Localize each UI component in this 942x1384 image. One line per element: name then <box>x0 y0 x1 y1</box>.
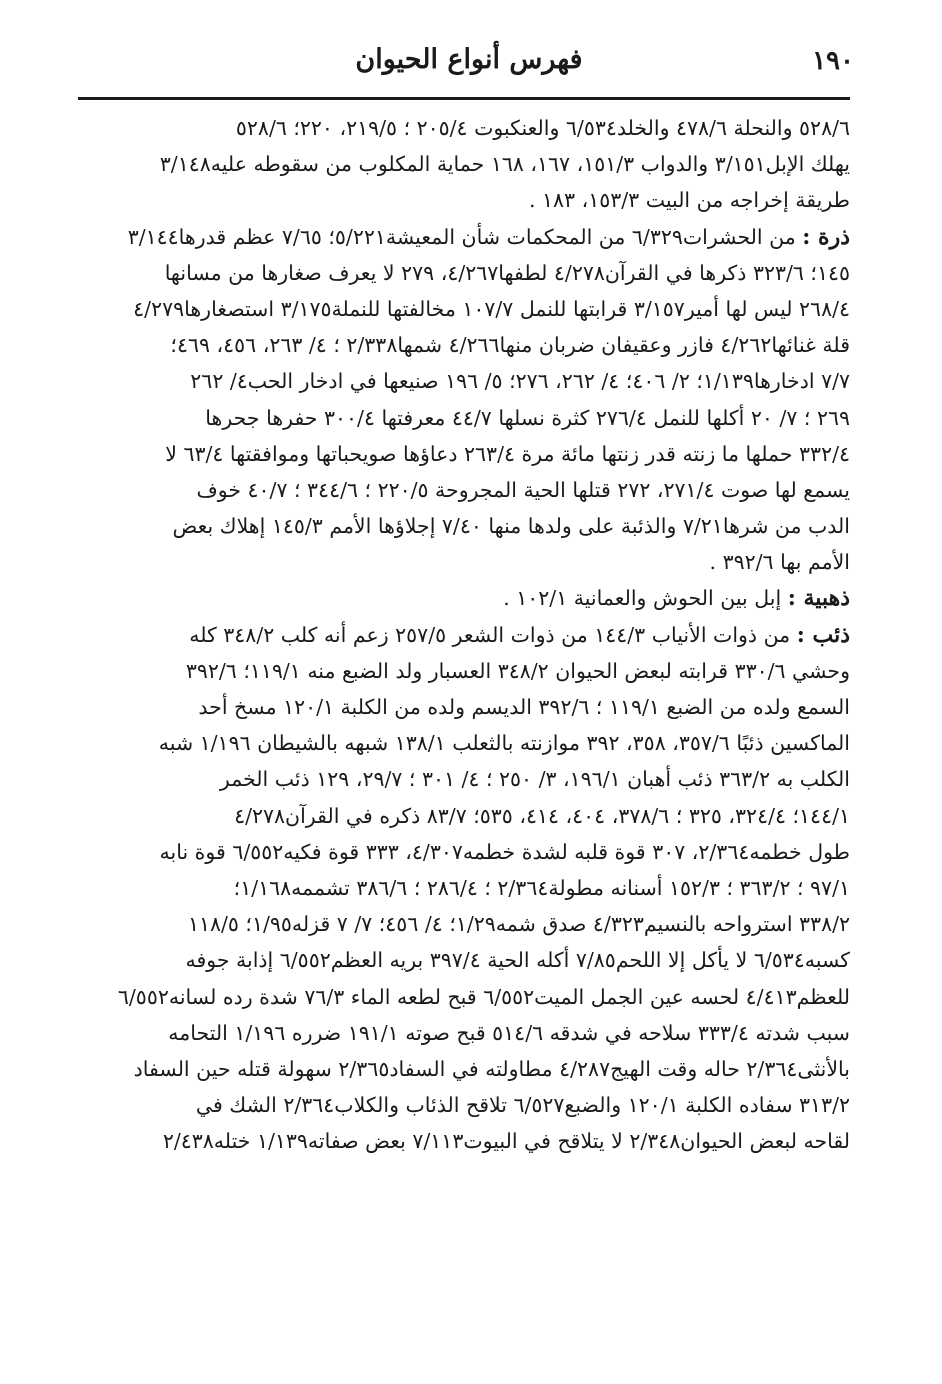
index-line <box>78 110 850 146</box>
index-line <box>78 1015 850 1051</box>
header-rule <box>78 97 850 100</box>
index-line <box>78 363 850 399</box>
index-body <box>78 110 850 1159</box>
index-line <box>78 436 850 472</box>
entry-text: السمع ولده من الضبع ١١٩/١ ؛ ٣٩٢/٦ الديسم ولده من الكلبة ١٢٠/١ مسخ أحد <box>198 695 850 719</box>
entry-heading: ذرة : <box>802 223 850 250</box>
index-line <box>78 834 850 870</box>
index-line <box>78 219 850 255</box>
entry-text: ٢٦٩ ؛ ٧/ ٢٠ أكلها للنمل ٢٧٦/٤ كثرة نسلها ٤٤/٧ معرفتها ٣٠٠/٤ حفرها جحرها <box>205 405 850 430</box>
entry-text: من ذوات الأنياب ١٤٤/٣ من ذوات الشعر ٢٥٧/٥ زعم أنه كلب ٣٤٨/٢ كله <box>189 622 791 647</box>
entry-text: من الحشرات٦/٣٢٩ من المحكمات شأن المعيشة٥/٢٢١؛ ٧/٦٥ عظم قدرها٣/١٤٤ <box>127 224 796 249</box>
index-line <box>78 255 850 291</box>
entry-text: كسبه٦/٥٣٤ لا يأكل إلا اللحم٧/٨٥ أكله الحية ٣٩٧/٤ بريه العظم٦/٥٥٢ إذابة جوفه <box>185 948 850 973</box>
entry-text: للعظم٤/٤١٣ لحسه عين الجمل الميت٦/٥٥٢ قبح لطعه الماء ٧٦/٣ شدة رده لسانه٦/٥٥٢ <box>117 984 850 1009</box>
index-line <box>78 761 850 797</box>
index-line <box>78 906 850 942</box>
index-line <box>78 544 850 580</box>
entry-text: ٧/٧ ادخارها١/١٣٩؛ ٢/ ٤٠٦؛ ٤/ ٢٦٢، ٢٧٦؛ ٥/ ١٩٦ صنيعها في ادخار الحب٤/ ٢٦٢ <box>190 369 850 394</box>
entry-text: الكلب به ٣٦٣/٢ ذئب أهبان ١٩٦/١، ٣/ ٢٥٠ ؛ ٤/ ٣٠١ ؛ ٢٩/٧، ١٢٩ ذئب الخمر <box>219 767 850 792</box>
entry-text: الأمم بها ٣٩٢/٦ . <box>709 550 850 575</box>
entry-text: بالأنثى٢/٣٦٤ حاله وقت الهيج٤/٢٨٧ مطاولته في السفاد٢/٣٦٥ سهولة قتله حين السفاد <box>133 1056 850 1081</box>
entry-text: ١٤٥؛ ٣٢٣/٦ ذكرها في القرآن٤/٢٧٨ لطفها٤/٢٦٧، ٢٧٩ لا يعرف صغارها من مسانها <box>164 260 850 285</box>
index-line <box>78 1123 850 1159</box>
entry-text: وحشي ٣٣٠/٦ قرابته لبعض الحيوان ٣٤٨/٢ العسبار ولد الضبع منه ١١٩/١؛ ٣٩٢/٦ <box>185 658 850 683</box>
entry-text: يسمع لها صوت ٢٧١/٤، ٢٧٢ قتلها الحية المجروحة ٢٢٠/٥ ؛ ٣٤٤/٦ ؛ ٤٠/٧ خوف <box>196 477 850 502</box>
index-line <box>78 400 850 436</box>
entry-text: إبل بين الحوش والعمانية ١٠٢/١ . <box>503 586 782 611</box>
entry-text: ١٤٤/١؛ ٣٢٤/٤، ٣٢٥ ؛ ٣٧٨/٦، ٤٠٤، ٤١٤، ٥٣٥؛ ٨٣/٧ ذكره في القرآن٤/٢٧٨ <box>234 803 850 828</box>
entry-text: ٣٣٢/٤ حملها ما زنته قدر زنتها مائة مرة ٢٦٣/٤ دعاؤها صويحباتها وموافقتها ٦٣/٤ لا <box>165 441 850 466</box>
entry-text: الماكسين ذئبًا ٣٥٧/٦، ٣٥٨، ٣٩٢ موازنته بالثعلب ١٣٨/١ شبهه بالشيطان ١/١٩٦ شبه <box>158 731 850 756</box>
entry-text: ٥٢٨/٦ والنحلة ٤٧٨/٦ والخلد٦/٥٣٤ والعنكبوت ٢٠٥/٤ ؛ ٢١٩/٥، ٢٢٠؛ ٥٢٨/٦ <box>235 116 850 140</box>
entry-text: طول خطمه٢/٣٦٤، ٣٠٧ قوة قلبه لشدة خطمه٤/٣٠٧، ٣٣٣ قوة فكيه٦/٥٥٢ قوة نابه <box>159 839 850 864</box>
entry-text: ٢٦٨/٤ ليس لها أمير٣/١٥٧ قرابتها للنمل ١٠٧/٧ مخالفتها للنملة٣/١٧٥ استصغارها٤/٢٧٩ <box>133 296 850 321</box>
index-line <box>78 942 850 978</box>
index-line <box>78 689 850 725</box>
entry-text: لقاحه لبعض الحيوان٢/٣٤٨ لا يتلاقح في البيوت٧/١١٣ بعض صفاته١/١٣٩ ختله٢/٤٣٨ <box>162 1129 850 1154</box>
entry-text: ٩٧/١ ؛ ٣٦٣/٢ ؛ ١٥٢/٣ أسنانه مطولة٢/٣٦٤ ؛ ٢٨٦/٤ ؛ ٣٨٦/٦ تشممه١/١٦٨؛ <box>233 875 850 900</box>
index-line <box>78 1087 850 1123</box>
page-header <box>78 44 860 92</box>
entry-text: ٣١٣/٢ سفاده الكلبة ١٢٠/١ والضبع٦/٥٢٧ تلاقح الذئاب والكلاب٢/٣٦٤ الشك في <box>195 1093 850 1118</box>
entry-text: طريقة إخراجه من البيت ١٥٣/٣، ١٨٣ . <box>528 188 850 213</box>
page-title: فهرس أنواع الحيوان <box>355 44 583 75</box>
entry-text: قلة غنائها٤/٢٦٢ فازر وعقيفان ضربان منها٤/٢٦٦ شمها٢/٣٣٨ ؛ ٤/ ٢٦٣، ٤٥٦، ٤٦٩؛ <box>170 333 850 358</box>
index-line <box>78 146 850 182</box>
index-line <box>78 870 850 906</box>
entry-text: الدب من شرها٧/٢١ والذئبة على ولدها منها ٧/٤٠ إجلاؤها الأمم ١٤٥/٣ إهلاك بعض <box>172 514 850 539</box>
index-line <box>78 979 850 1015</box>
entry-text: ٣٣٨/٢ استرواحه بالنسيم٤/٣٢٣ صدق شمه١/٢٩؛ ٤/ ٤٥٦؛ ٧/ ٧ قزله١/٩٥؛ ١١٨/٥ <box>187 912 850 937</box>
entry-text: سبب شدته ٣٣٣/٤ سلاحه في شدقه ٥١٤/٦ قبح صوته ١٩١/١ ضرره ١/١٩٦ التحامه <box>168 1020 850 1045</box>
entry-heading: ذئب : <box>796 621 850 648</box>
index-line <box>78 725 850 761</box>
index-line <box>78 617 850 653</box>
entry-text: يهلك الإبل٣/١٥١ والدواب ١٥١/٣، ١٦٧، ١٦٨ حماية المكلوب من سقوطه عليه٣/١٤٨ <box>159 152 850 177</box>
page-number: ١٩٠ <box>812 46 854 76</box>
index-line <box>78 182 850 218</box>
index-line <box>78 1051 850 1087</box>
index-line <box>78 580 850 616</box>
entry-heading: ذهبية : <box>787 585 850 612</box>
index-line <box>78 653 850 689</box>
index-line <box>78 472 850 508</box>
index-line <box>78 291 850 327</box>
index-line <box>78 508 850 544</box>
index-line <box>78 327 850 363</box>
index-line <box>78 798 850 834</box>
